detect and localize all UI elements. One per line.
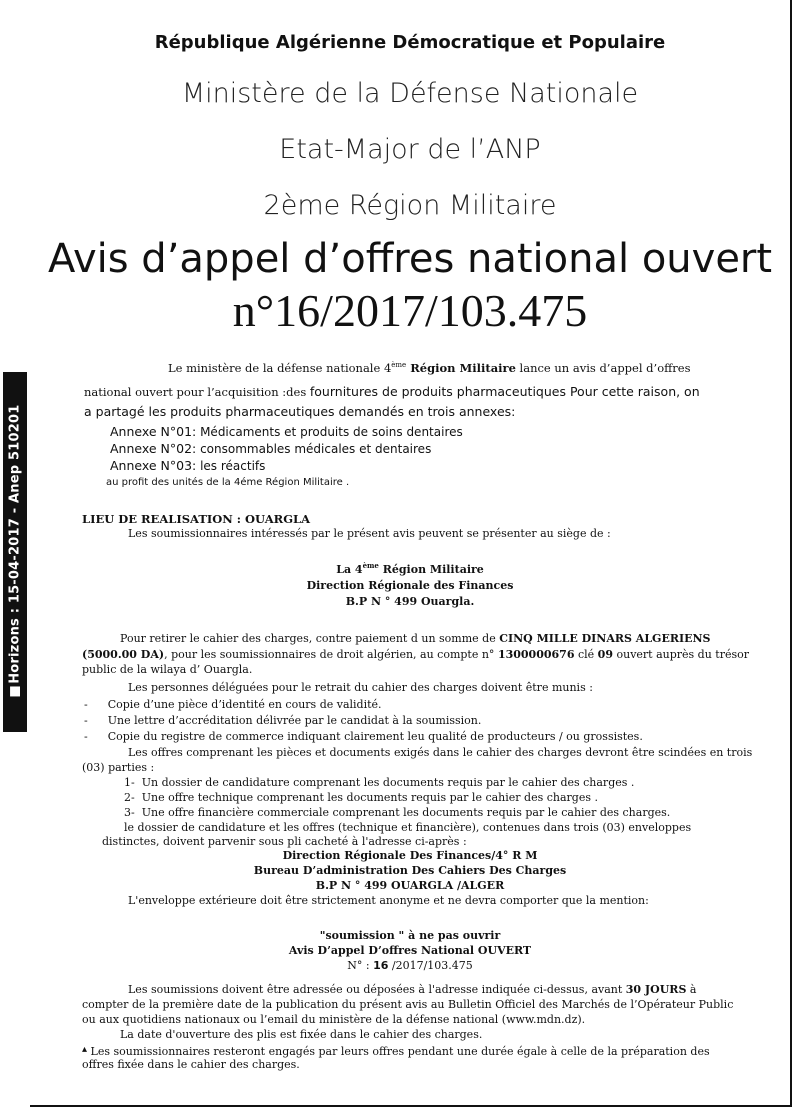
offres-item-2: 2- Une offre technique comprenant les documents requis par le cahier des charges . — [124, 791, 598, 804]
publication-label: ■Horizons : 15-04-2017 - Anep 510201 — [3, 372, 27, 732]
annex-2: Annexe N°02: consommables médicales et dentaires — [110, 441, 432, 456]
closing-line-6: offres fixée dans le cahier des charges. — [82, 1058, 300, 1071]
offres-item-3: 3- Une offre financière commerciale comprenant les documents requis par le cahier des charges. — [124, 806, 671, 819]
annex-3: Annexe N°03: les réactifs — [110, 458, 266, 473]
notice-page — [30, 0, 792, 1107]
delegues-item-1: - Copie d’une pièce d’identité en cours de validité. — [84, 698, 382, 711]
notice-title: Avis d’appel d’offres national ouvert — [47, 236, 773, 282]
intro-line-3: a partagé les produits pharmaceutiques demandés en trois annexes: — [84, 404, 516, 419]
offres-line-2: (03) parties : — [82, 761, 155, 774]
address2-line-2: Bureau D’administration Des Cahiers Des Charges — [253, 864, 567, 877]
lieu-title: LIEU DE REALISATION : OUARGLA — [82, 512, 311, 526]
sidebar-strip — [0, 0, 30, 1109]
ministry-heading: Ministère de la Défense Nationale — [181, 78, 639, 109]
dossier-line-2: distinctes, doivent parvenir sous pli cacheté à l'adresse ci-après : — [102, 835, 467, 848]
dossier-line-1: le dossier de candidature et les offres (technique et financière), contenues dans trois (03) enveloppes — [124, 821, 692, 834]
address1-line-1: La 4ème Région Militaire — [336, 561, 484, 576]
lieu-text: Les soumissionnaires intéressés par le présent avis peuvent se présenter au siège de : — [128, 527, 611, 540]
address2-line-3: B.P N ° 499 OUARGLA /ALGER — [315, 879, 505, 892]
republic-heading: République Algérienne Démocratique et Populaire — [154, 32, 666, 53]
notice-number: n°16/2017/103.475 — [232, 285, 588, 336]
offres-line-1: Les offres comprenant les pièces et documents exigés dans le cahier des charges devront être scindées en trois — [128, 746, 753, 759]
delegues-item-3: - Copie du registre de commerce indiquant clairement leu qualité de producteurs / ou grossistes. — [84, 730, 643, 743]
enveloppe-text: L'enveloppe extérieure doit être strictement anonyme et ne devra comporter que la mention: — [128, 894, 649, 907]
retrait-line-3: public de la wilaya d’ Ouargla. — [82, 663, 253, 676]
mention-line-3: N° : 16 /2017/103.475 — [347, 959, 473, 972]
delegues-item-2: - Une lettre d’accréditation délivrée par le candidat à la soumission. — [84, 714, 482, 727]
mention-line-2: Avis D’appel D’offres National OUVERT — [288, 944, 532, 957]
closing-line-1: Les soumissions doivent être adressée ou déposées à l'adresse indiquée ci-dessus, avant 30 JOURS à — [128, 983, 697, 996]
annex-1: Annexe N°01: Médicaments et produits de soins dentaires — [110, 424, 463, 439]
address1-line-2: Direction Régionale des Finances — [306, 579, 514, 592]
intro-line-1: Le ministère de la défense nationale 4ème Région Militaire lance un avis d’appel d’offres — [168, 361, 691, 375]
profit-line: au profit des unités de la 4éme Région Militaire . — [106, 477, 350, 488]
closing-line-5: ▴ Les soumissionnaires resteront engagés par leurs offres pendant une durée égale à celle de la préparation des — [82, 1044, 710, 1058]
mention-line-1: "soumission " à ne pas ouvrir — [319, 929, 501, 942]
intro-line-2: national ouvert pour l’acquisition :des fournitures de produits pharmaceutiques Pour cette raison, on — [84, 384, 700, 399]
staff-heading: Etat-Major de l’ANP — [279, 134, 541, 165]
retrait-line-2: (5000.00 DA), pour les soumissionnaires de droit algérien, au compte n° 1300000676 clé 09 ouvert auprès du trésor — [82, 648, 750, 661]
address1-line-3: B.P N ° 499 Ouargla. — [345, 595, 475, 608]
retrait-line-1: Pour retirer le cahier des charges, contre paiement d un somme de CINQ MILLE DINARS ALGERIENS — [120, 632, 711, 645]
closing-line-3: ou aux quotidiens nationaux ou l’email du ministère de la défense national (www.mdn.dz). — [82, 1013, 586, 1026]
closing-line-2: compter de la première date de la publication du présent avis au Bulletin Officiel des Marchés de l’Opérateur Public — [82, 998, 734, 1011]
offres-item-1: 1- Un dossier de candidature comprenant les documents requis par le cahier des charges . — [124, 776, 635, 789]
delegues-intro: Les personnes déléguées pour le retrait du cahier des charges doivent être munis : — [128, 681, 593, 694]
closing-line-4: La date d'ouverture des plis est fixée dans le cahier des charges. — [120, 1028, 483, 1041]
address2-line-1: Direction Régionale Des Finances/4° R M — [282, 849, 538, 862]
region-heading: 2ème Région Militaire — [263, 190, 557, 221]
